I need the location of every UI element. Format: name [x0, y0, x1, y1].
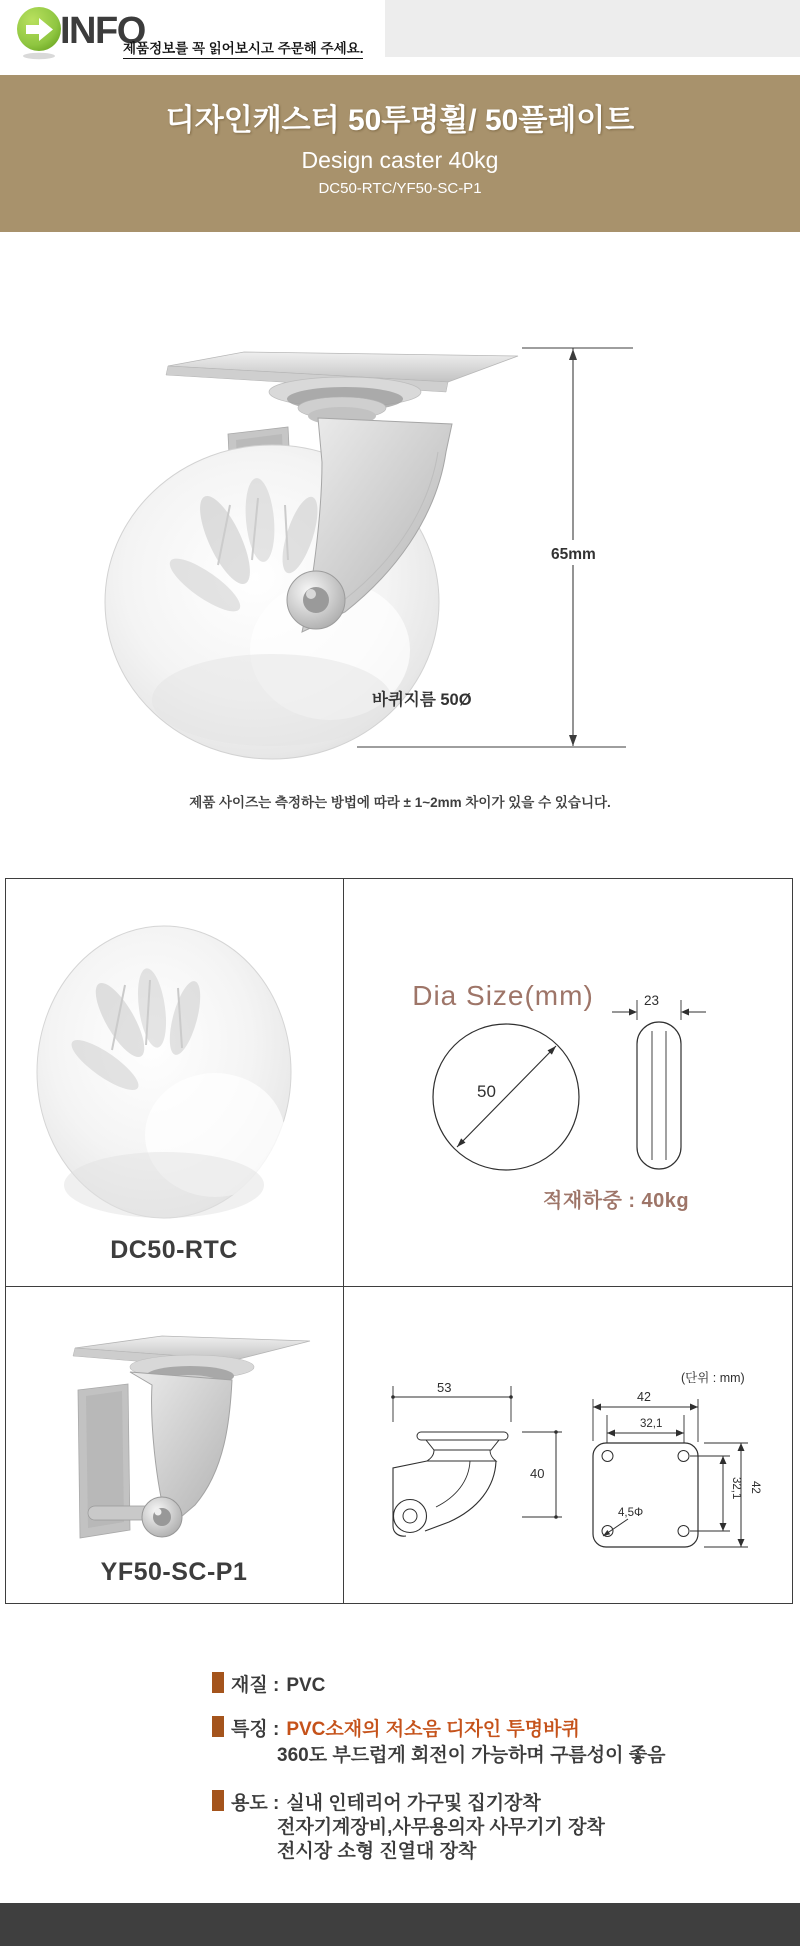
usage-bullet	[212, 1790, 224, 1811]
height-label: 40	[530, 1466, 545, 1481]
diameter-diagram	[343, 878, 795, 1286]
feature-label: 특징 :	[231, 1719, 280, 1740]
banner-title: 디자인캐스터 50투명휠/ 50플레이트	[165, 104, 635, 137]
size-note: 제품 사이즈는 측정하는 방법에 따라 ± 1~2mm 차이가 있을 수 있습니다.	[189, 795, 611, 810]
load-rating-label: 적재하중 : 40kg	[543, 1190, 690, 1212]
material-bullet	[212, 1672, 224, 1693]
material-label: 재질 :	[231, 1675, 280, 1696]
usage-line2: 전자기계장비,사무용의자 사무기기 장착	[277, 1817, 605, 1838]
model-label-dc50: DC50-RTC	[110, 1236, 238, 1264]
model-label-yf50: YF50-SC-P1	[100, 1558, 248, 1586]
width-value: 23	[644, 993, 660, 1008]
technical-drawings	[343, 1286, 795, 1604]
info-note: 제품정보를 꼭 읽어보시고 주문해 주세요.	[123, 37, 363, 59]
diagram-title: Dia Size(mm)	[412, 980, 594, 1011]
wheel-photo	[10, 895, 330, 1235]
footer-bar	[0, 1903, 800, 1946]
info-title: INFO	[60, 10, 145, 52]
feature-line2: 360도 부드럽게 회전이 가능하며 구름성이 좋음	[277, 1745, 666, 1766]
caster-frame-photo	[10, 1300, 330, 1560]
hole-pitch-top-label: 32,1	[640, 1418, 663, 1430]
usage-line3: 전시장 소형 진열대 장착	[277, 1841, 477, 1862]
material-value: PVC	[286, 1675, 326, 1696]
usage-line	[231, 1788, 541, 1815]
promo-banner	[0, 75, 800, 232]
width-diagram	[612, 993, 706, 1169]
side-view-drawing	[393, 1386, 562, 1536]
overall-width-label: 53	[437, 1380, 452, 1395]
feature-highlight: PVC소재의 저소음 디자인 투명바퀴	[286, 1719, 580, 1740]
plate-height-side-label: 42	[749, 1481, 761, 1494]
diameter-value: 50	[477, 1082, 496, 1101]
unit-label: (단위 : mm)	[681, 1371, 745, 1385]
hole-diameter-label: 4,5Φ	[618, 1507, 644, 1519]
height-dimension-label: 65mm	[551, 546, 596, 563]
hero-caster-photo	[0, 238, 700, 798]
usage-line1: 실내 인테리어 가구및 집기장착	[286, 1793, 541, 1814]
material-line	[231, 1670, 325, 1697]
header-gray-box	[385, 0, 800, 57]
hole-pitch-side-label: 32,1	[730, 1477, 742, 1500]
feature-line	[231, 1714, 580, 1741]
wheel-diameter-label: 바퀴지름 50Ø	[372, 691, 472, 709]
info-arrow-icon	[14, 5, 66, 61]
plate-width-label: 42	[637, 1390, 651, 1404]
banner-subtitle: Design caster 40kg	[301, 147, 499, 173]
usage-label: 용도 :	[231, 1793, 280, 1814]
feature-bullet	[212, 1716, 224, 1737]
banner-model-code: DC50-RTC/YF50-SC-P1	[318, 180, 482, 197]
